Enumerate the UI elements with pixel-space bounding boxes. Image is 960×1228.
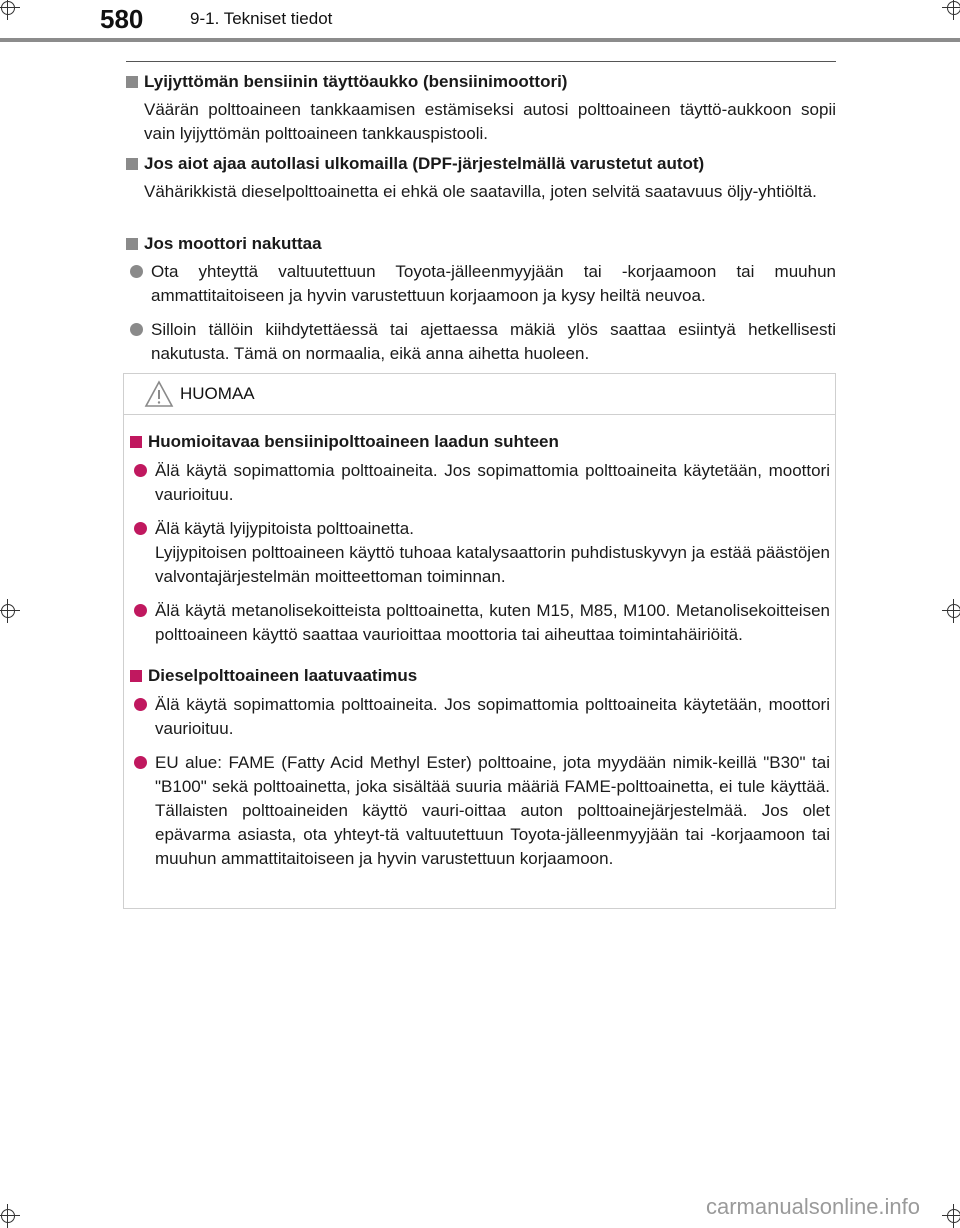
section-knocking [126, 232, 836, 366]
notice-section-petrol-quality [130, 430, 830, 647]
round-bullet-icon [134, 604, 147, 617]
notice-section-diesel-quality [130, 664, 830, 871]
round-bullet-icon [134, 522, 147, 535]
watermark: carmanualsonline.info [706, 1194, 921, 1219]
list-item: Älä käytä sopimattomia polttoaineita. Jos sopimattomia polttoaineita käytetään, moottori vaurioituu. [134, 459, 830, 507]
section-unleaded-filler [126, 70, 836, 146]
list-item: Älä käytä metanolisekoitteista polttoainetta, kuten M15, M85, M100. Metanolisekoitteisen polttoaineen käyttö saattaa vaurioittaa moottoria tai aiheuttaa toimintahäiriöitä. [134, 599, 830, 647]
header-rule [0, 38, 960, 42]
list-item: Älä käytä lyijypitoista polttoainetta. Lyijypitoisen polttoaineen käyttö tuhoaa katalysaattorin puhdistuskyvyn ja estää päästöjen valvontajärjestelmän moitteettoman toiminnan. [134, 517, 830, 589]
list-item: Silloin tällöin kiihdytettäessä tai ajettaessa mäkiä ylös saattaa esiintyä hetkellisesti nakutusta. Tämä on normaalia, eikä anna aihetta huoleen. [130, 318, 836, 366]
round-bullet-icon [134, 464, 147, 477]
notice-label: HUOMAA [180, 384, 255, 403]
page-number: 580 [100, 4, 144, 34]
square-bullet-icon [126, 158, 138, 170]
round-bullet-icon [130, 265, 143, 278]
section-heading: Huomioitavaa bensiinipolttoaineen laadun suhteen [130, 430, 830, 454]
square-bullet-icon [130, 670, 142, 682]
section-heading: Dieselpolttoaineen laatuvaatimus [130, 664, 830, 688]
section-heading: Jos aiot ajaa autollasi ulkomailla (DPF-järjestelmällä varustetut autot) [126, 152, 836, 176]
section-heading: Lyijyttömän bensiinin täyttöaukko (bensiinimoottori) [126, 70, 836, 94]
section-text: Väärän polttoaineen tankkaamisen estämiseksi autosi polttoaineen täyttö-aukkoon sopii vain lyijyttömän polttoaineen tankkauspistooli. [144, 100, 836, 143]
square-bullet-icon [126, 238, 138, 250]
notice-box [123, 373, 836, 909]
round-bullet-icon [134, 698, 147, 711]
crop-mark-mid-right [942, 599, 960, 623]
notice-header [124, 374, 835, 415]
round-bullet-icon [134, 756, 147, 769]
crop-mark-top-right [942, 0, 960, 20]
square-bullet-icon [130, 436, 142, 448]
list-item: Älä käytä sopimattomia polttoaineita. Jos sopimattomia polttoaineita käytetään, moottori vaurioituu. [134, 693, 830, 741]
square-bullet-icon [126, 76, 138, 88]
section-abroad-dpf [126, 152, 836, 204]
round-bullet-icon [130, 323, 143, 336]
section-title: 9-1. Tekniset tiedot [190, 9, 333, 28]
crop-mark-bottom-right [942, 1204, 960, 1228]
crop-mark-mid-left [0, 599, 20, 623]
crop-mark-bottom-left [0, 1204, 20, 1228]
content-top-rule [126, 61, 836, 62]
section-heading: Jos moottori nakuttaa [126, 232, 836, 256]
section-text: Vähärikkistä dieselpolttoainetta ei ehkä ole saatavilla, joten selvitä saatavuus öljy-yhtiöltä. [144, 182, 817, 201]
warning-icon [144, 379, 174, 409]
list-item: EU alue: FAME (Fatty Acid Methyl Ester) polttoaine, jota myydään nimik-keillä "B30" tai "B100" sekä polttoainetta, joka sisältää suuria määriä FAME-polttoainetta, ei tule käyttää. Tällaisten polttoaineiden käyttö vauri-oittaa auton polttoainejärjestelmää. Jos olet epävarma asiasta, ota yhteyt-tä valtuutettuun Toyota-jälleenmyyjään tai -korjaamoon tai muuhun ammattitaitoiseen ja hyvin varustettuun korjaamoon. [134, 751, 830, 871]
list-item: Ota yhteyttä valtuutettuun Toyota-jälleenmyyjään tai -korjaamoon tai muuhun ammattitaitoiseen ja hyvin varustettuun korjaamoon ja kysy heiltä neuvoa. [130, 260, 836, 308]
crop-mark-top-left [0, 0, 20, 20]
